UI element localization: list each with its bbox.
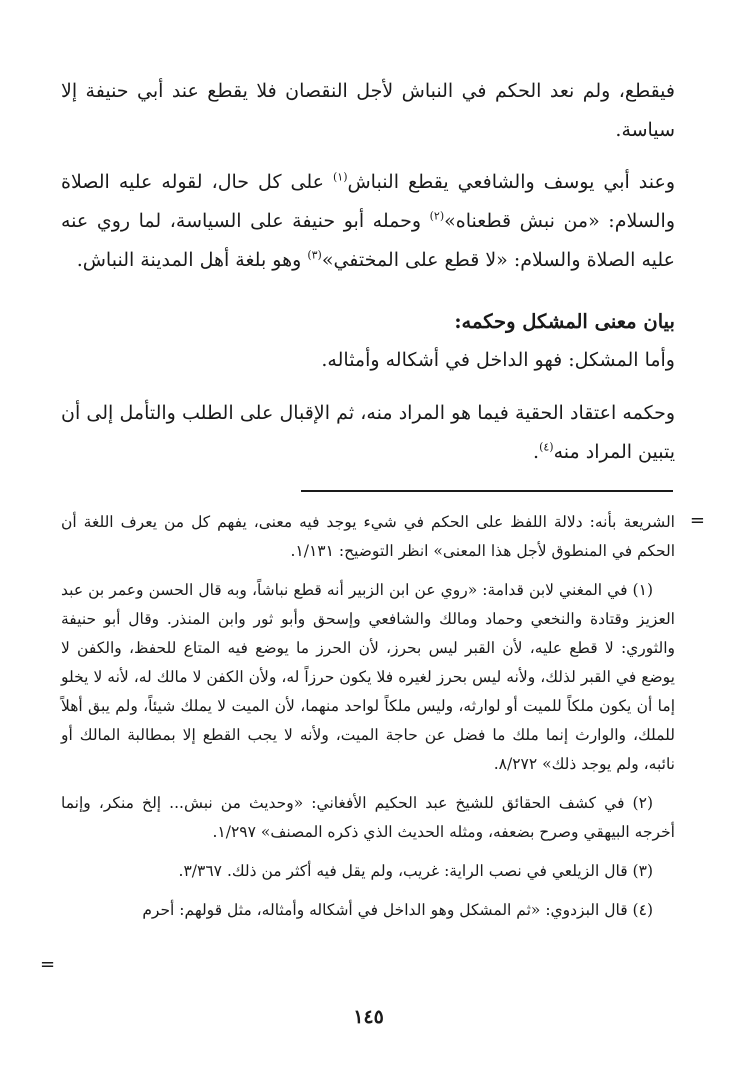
footnote-ref-3: (٣) [307,248,322,262]
paragraph-2-part-1: وعند أبي يوسف والشافعي يقطع النباش [347,171,675,193]
main-text [61,72,675,472]
footnote-4-text: (٤) قال البزدوي: «ثم المشكل وهو الداخل في أشكاله وأمثاله، مثل قولهم: أحرم [142,901,653,919]
footnote-1 [61,576,675,779]
paragraph-2-part-4: وهو بلغة أهل المدينة النباش. [76,249,308,271]
continuation-mark-bottom: = [40,954,56,975]
footnote-ref-1: (١) [332,170,348,184]
footnote-4 [61,896,675,925]
paragraph-4-part-2: . [533,441,540,463]
footnote-1-text: (١) في المغني لابن قدامة: «روي عن ابن الزبير أنه قطع نباشاً، وبه قال الحسن وعمر بن عبد العزيز وقتادة والنخعي وحماد ومالك والشافعي وإسحق وأبو ثور وابن المنذر. وقال أبو حنيفة والثوري: لا قطع عليه، لأن القبر ليس بحرز، لأن الحرز ما يوضع فيه المتاع للحفظ، والكفن لا يوضع في القبر لذلك، ولأنه ليس بحرز لغيره فلا يكون حرزاً له، ولأن الكفن لا مالك له، لأنه لا يخلو إما أن يكون ملكاً للميت أو لوارثه، وليس ملكاً لواحد منهما، لأن الميت لا يملك شيئاً، ولم يبق أهلاً للملك، والوارث إنما ملك ما فضل عن حاجة الميت، ولأنه لا يجب القطع إلا بمطالبة المالك أو نائبه، ولم يوجد ذلك» ٨/٢٧٢. [61,581,675,773]
footnote-3 [61,857,675,886]
page-number: ١٤٥ [353,1006,384,1028]
footnote-ref-4: (٤) [539,440,554,454]
paragraph-4-part-1: وحكمه اعتقاد الحقية فيما هو المراد منه، ثم الإقبال على الطلب والتأمل إلى أن يتبين المراد منه [61,402,675,463]
paragraph-3: وأما المشكل: فهو الداخل في أشكاله وأمثاله. [321,349,675,371]
paragraph-2-part-2: على كل حال، لقوله عليه الصلاة والسلام: «من نبش قطعناه» [61,171,675,232]
section-heading: بيان معنى المشكل وحكمه: [454,310,675,333]
paragraph-2 [61,163,675,280]
paragraph-4 [61,394,675,472]
footnote-2 [61,789,675,847]
footnote-continued: الشريعة بأنه: دلالة اللفظ على الحكم في شيء يوجد فيه معنى، يفهم كل من يعرف اللغة أن الحكم في المنطوق لأجل هذا المعنى» انظر التوضيح: ١/١٣١. [61,513,675,560]
footnote-2-text: (٢) في كشف الحقائق للشيخ عبد الحكيم الأفغاني: «وحديث من نبش... إلخ منكر، وإنما أخرجه البيهقي وصرح بضعفه، ومثله الحديث الذي ذكره المصنف» ١/٢٩٧. [61,794,675,841]
footnotes [61,508,675,925]
paragraph-2-part-3: وحمله أبو حنيفة على السياسة، لما روي عنه عليه الصلاة والسلام: «لا قطع على المختفي» [61,210,675,271]
footnote-divider [301,490,673,492]
continuation-mark-top: = [689,510,705,531]
footnote-ref-2: (٢) [429,209,445,223]
footnote-3-text: (٣) قال الزيلعي في نصب الراية: غريب، ولم يقل فيه أكثر من ذلك. ٣/٣٦٧. [178,862,653,880]
paragraph-1: فيقطع، ولم نعد الحكم في النباش لأجل النقصان فلا يقطع عند أبي حنيفة إلا سياسة. [61,80,675,141]
